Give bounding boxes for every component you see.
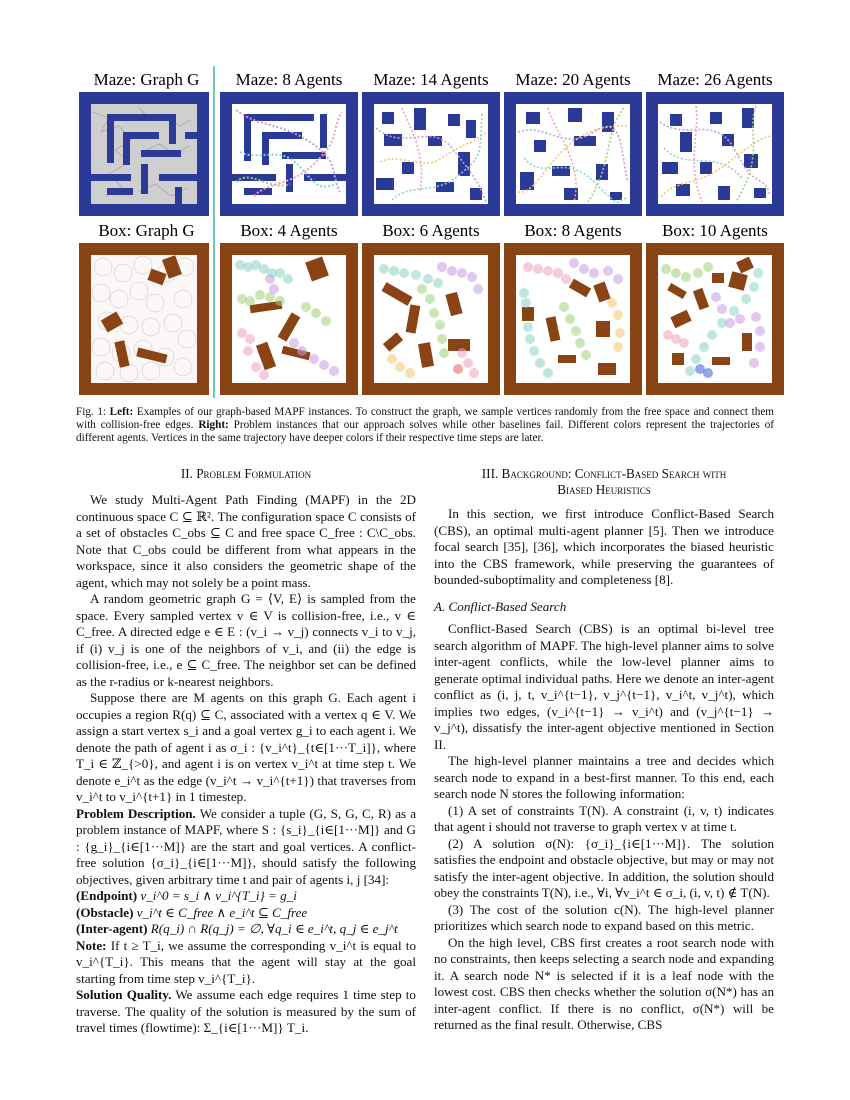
box-6-agents-label: Box: 6 Agents bbox=[382, 221, 480, 240]
section-3-title-line-2: Biased Heuristics bbox=[557, 482, 651, 497]
problem-description-text: We consider a tuple (G, S, G, C, R) as a problem instance of MAPF, where S : {s_i}_{i∈[1···M]} and G : {g_i}_{i∈[1···M]} are the start and goal vertices. A conflict-free solution {σ_i}_{i∈[1···M]}, should satisfy the following objectives, given arbitrary time t and pair of agents i, j [34]: bbox=[76, 805, 417, 887]
maze-8-agents-label: Maze: 8 Agents bbox=[235, 70, 343, 89]
right-column bbox=[434, 466, 774, 1034]
maze-14-agents-panel bbox=[362, 92, 500, 216]
note-head: Note: bbox=[76, 937, 107, 953]
caption-left-text: Examples of our graph-based MAPF instances. To construct the graph, we sample vertices randomly from the free space and connect them with collision-free edges. bbox=[76, 406, 774, 432]
box-10-agents-label: Box: 10 Agents bbox=[662, 221, 768, 240]
caption-label: Fig. 1: bbox=[76, 406, 107, 418]
box-graph-panel bbox=[79, 243, 209, 395]
box-graph-label: Box: Graph G bbox=[98, 221, 195, 240]
left-column bbox=[76, 466, 416, 1037]
endpoint-head: (Endpoint) bbox=[76, 888, 138, 903]
maze-20-agents-panel bbox=[504, 92, 642, 216]
caption-right-text: Problem instances that our approach solves while other baselines fail. Different colors represent the trajectories of different agents. Vertices in the same trajectory have deeper colors if their respective time steps are later. bbox=[76, 419, 775, 445]
right-paragraph-6: (3) The cost of the solution c(N). The high-level planner prioritizes which search node to expand based on this metric. bbox=[434, 901, 774, 933]
maze-26-agents-label: Maze: 26 Agents bbox=[657, 70, 773, 89]
maze-26-agents-panel bbox=[646, 92, 784, 216]
box-6-agents-panel bbox=[362, 243, 500, 395]
figure-caption bbox=[76, 406, 774, 446]
section-3-title-line-1: III. Background: Conflict-Based Search with bbox=[481, 466, 727, 481]
endpoint-eq: v_i^0 = s_i ∧ v_i^{T_i} = g_i bbox=[140, 888, 297, 903]
section-2-title: II. Problem Formulation bbox=[180, 466, 312, 481]
right-paragraph-1: In this section, we first introduce Conflict-Based Search (CBS), an optimal multi-agent planner [5]. Then we introduce focal search [35], [36], which incorporates the biased heuristic into the CBS framework, while preserving the guarantees of bounded-suboptimality and completeness [8]. bbox=[434, 506, 774, 587]
objective-obstacle bbox=[76, 905, 416, 922]
box-4-agents-label: Box: 4 Agents bbox=[240, 221, 338, 240]
note-text: If t ≥ T_i, we assume the corresponding v_i^t is equal to v_i^{T_i}. This means that the agent will stay at the goal starting from time step v_i^{T_i}. bbox=[76, 937, 416, 986]
solution-quality-head: Solution Quality. bbox=[76, 987, 172, 1002]
solution-quality bbox=[76, 987, 416, 1037]
maze-graph-label: Maze: Graph G bbox=[93, 70, 200, 89]
inter-agent-head: (Inter-agent) bbox=[76, 921, 148, 936]
right-paragraph-2: Conflict-Based Search (CBS) is an optimal bi-level tree search algorithm of MAPF. The high-level planner aims to solve inter-agent conflicts, while the low-level planner aims to generate optimal individual paths. Here we denote an inter-agent conflict as (i, j, t, v_i^{t−1}, v_j^{t−1}, v_i^t, v_j^t), which implies two edges, (v_i^{t−1} → v_i^t) and (v_j^{t−1} → v_j^t), dissatisfy the inter-agent objective mentioned in Section II. bbox=[434, 621, 774, 752]
left-paragraph-3: Suppose there are M agents on this graph G. Each agent i occupies a region R(q) ⊆ C, associated with a vertex q ∈ V. We assign a start vertex s_i and a goal vertex g_i to each agent i. We denote the path of agent i as σ_i : {v_i^t}_{t∈[1···T_i]}, where T_i ∈ ℤ_{>0}, and agent i is on vertex v_i^t at time step t. We denote e_i^t as the edge (v_i^t → v_i^{t+1}) that traverses from v_i^t to v_i^{t+1} in 1 timestep. bbox=[76, 690, 416, 804]
section-3-title bbox=[434, 466, 774, 498]
problem-description-head: Problem Description. bbox=[76, 805, 196, 821]
obstacle-eq: v_i^t ∈ C_free ∧ e_i^t ⊆ C_free bbox=[136, 904, 308, 920]
box-10-agents-panel bbox=[646, 243, 784, 395]
right-paragraph-7: On the high level, CBS first creates a root search node with no constraints, then keeps selecting a search node and expanding it. A search node N* is selected if it is a leaf node with the lowest cost. CBS then checks whether the solution σ(N*) has an inter-agent conflict. If there is no conflict, σ(N*) will be returned as the final result. Otherwise, CBS bbox=[434, 934, 774, 1032]
objective-endpoint bbox=[76, 888, 416, 905]
objective-inter-agent bbox=[76, 921, 416, 938]
note bbox=[76, 938, 416, 988]
maze-20-agents-label: Maze: 20 Agents bbox=[515, 70, 631, 89]
maze-graph-panel bbox=[79, 92, 209, 216]
box-4-agents-panel bbox=[220, 243, 358, 395]
maze-14-agents-label: Maze: 14 Agents bbox=[373, 70, 489, 89]
box-8-agents-label: Box: 8 Agents bbox=[524, 221, 622, 240]
left-paragraph-1: We study Multi-Agent Path Finding (MAPF) in the 2D continuous space C ⊆ ℝ². The configuration space C consists of a set of obstacles C_obs ⊆ C and free space C_free : C\C_obs. Note that C_obs could be different from what appears in the workspace, since it also considers the geometric shape of the agent, which may not solely be a point mass. bbox=[76, 492, 416, 590]
inter-agent-eq: R(q_i) ∩ R(q_j) = ∅, ∀q_i ∈ e_i^t, q_j ∈ e_j^t bbox=[150, 921, 398, 936]
caption-right-head: Right: bbox=[198, 419, 229, 432]
caption-left-head: Left: bbox=[109, 406, 134, 418]
right-paragraph-5: (2) A solution σ(N): {σ_i}_{i∈[1···M]}. The solution satisfies the endpoint and obstacle objective, but may or may not satisfy the inter-agent objective. In addition, the solution should obey the constraints T(N), i.e., ∀i, ∀v_i^t ∈ σ_i, (i, v, t) ∉ T(N). bbox=[434, 835, 774, 900]
right-paragraph-3: The high-level planner maintains a tree and decides which search node to expand in a best-first manner. To this end, each search node N stores the following information: bbox=[434, 753, 774, 801]
obstacle-head: (Obstacle) bbox=[76, 904, 134, 920]
box-8-agents-panel bbox=[504, 243, 642, 395]
left-paragraph-2: A random geometric graph G = ⟨V, E⟩ is sampled from the space. Every sampled vertex v ∈ V is collision-free, i.e., v ∈ C_free. A directed edge e ∈ E : (v_i → v_j) connects v_i to v_j, if (i) v_j is one of the neighbors of v_i, and (ii) the edge is collision-free, i.e., e ⊆ C_free. The neighbor set can be defined as the r-radius or k-nearest neighbors. bbox=[76, 591, 416, 689]
right-paragraph-4: (1) A set of constraints T(N). A constraint (i, v, t) indicates that agent i should not traverse to graph vertex v at time t. bbox=[434, 802, 774, 834]
solution-quality-text: We assume each edge requires 1 time step to traverse. The quality of the solution is measured by the sum of travel times (flowtime): Σ_{i∈[1···M]} T_i. bbox=[76, 987, 416, 1035]
subsection-a-title: A. Conflict-Based Search bbox=[434, 598, 567, 614]
maze-8-agents-panel bbox=[220, 92, 358, 216]
problem-description bbox=[76, 806, 416, 889]
